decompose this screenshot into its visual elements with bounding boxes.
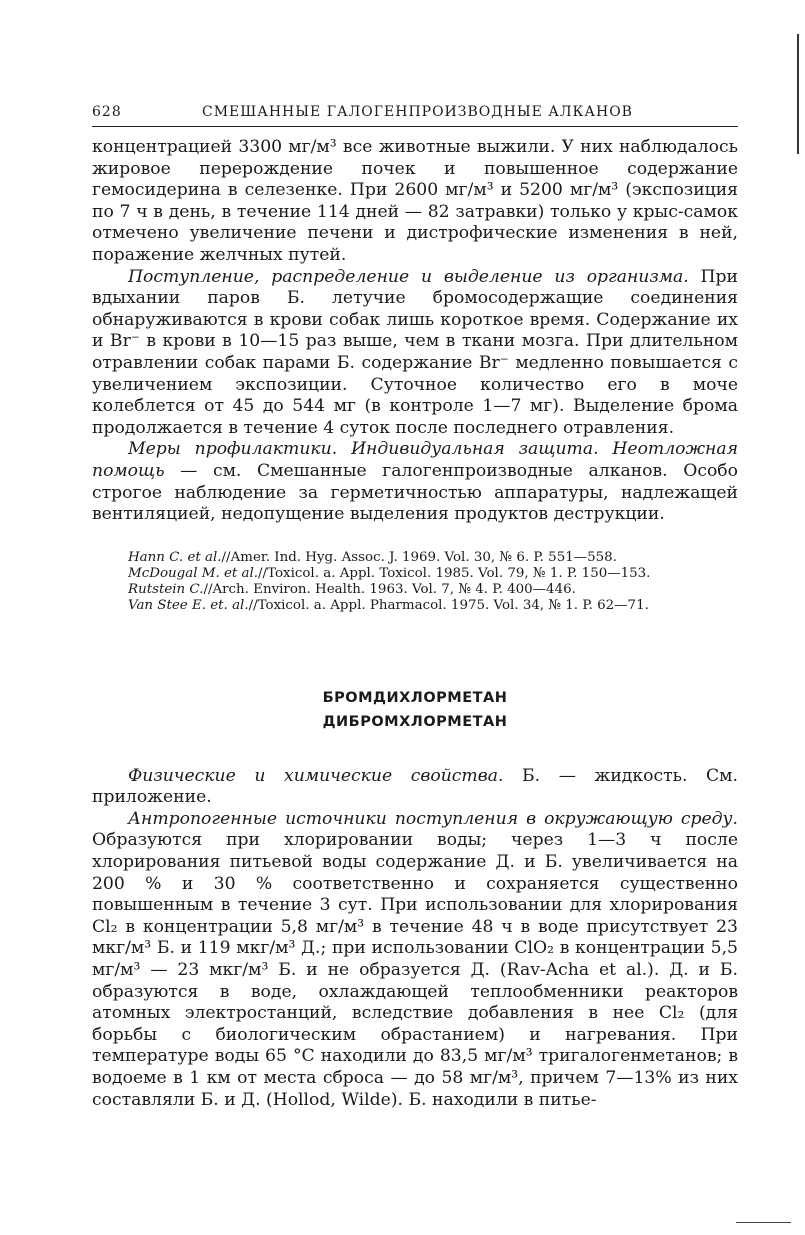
page-number: 628 bbox=[92, 104, 122, 120]
section-body-1 bbox=[92, 137, 738, 526]
paragraph-text: Образуются при хлорировании воды; через 1—3 ч после хлорирования питьевой воды содержание Д. и Б. увеличивается на 200 % и 30 % соответственно и сохраняется существенно повышенным в течение 3 сут. При использовании для хлорирования Cl₂ в концентрации 5,8 мг/м³ в течение 48 ч в воде присутствует 23 мкг/м³ Б. и 119 мкг/м³ Д.; при использовании ClO₂ в концентрации 5,5 мг/м³ — 23 мкг/м³ Б. и не образуется Д. (Rav-Acha et al.). Д. и Б. образуются в воде, охлаждающей теплообменники реакторов атомных электростанций, вследствие добавления в нее Cl₂ (для борьбы с биологическим обрастанием) и нагревания. При температуре воды 65 °С находили до 83,5 мг/м³ тригалогенметанов; в водоеме в 1 км от места сброса — до 58 мг/м³, причем 7—13% из них составляли Б. и Д. (Hollod, Wilde). Б. находили в питье- bbox=[92, 830, 738, 1110]
paragraph-intake bbox=[92, 267, 738, 440]
running-header bbox=[92, 104, 738, 127]
article-title-2: ДИБРОМХЛОРМЕТАН bbox=[322, 713, 508, 730]
book-page bbox=[92, 104, 738, 1111]
paragraph-prevention bbox=[92, 439, 738, 525]
reference-source: //Toxicol. a. Appl. Pharmacol. 1975. Vol. 34, № 1. P. 62—71. bbox=[248, 597, 649, 613]
paragraph-heading: Меры профилактики. Индивидуальная защита. Неотложная помощь bbox=[92, 439, 738, 481]
paragraph-sources bbox=[92, 809, 738, 1111]
paragraph-heading: Физические и химические свойства. bbox=[128, 765, 504, 786]
article-titles bbox=[92, 686, 738, 734]
reference-source: //Toxicol. a. Appl. Toxicol. 1985. Vol. 79, № 1. P. 150—153. bbox=[258, 565, 651, 581]
paragraph-properties bbox=[92, 766, 738, 809]
reference-item bbox=[92, 582, 738, 598]
running-title: СМЕШАННЫЕ ГАЛОГЕНПРОИЗВОДНЫЕ АЛКАНОВ bbox=[202, 104, 633, 120]
paragraph-text: При вдыхании паров Б. летучие бромосодержащие соединения обнаруживаются в крови собак лишь короткое время. Содержание их и Br⁻ в крови в 10—15 раз выше, чем в ткани мозга. При длительном отравлении собак парами Б. содержание Br⁻ медленно повышается с увеличением экспозиции. Суточное количество его в моче колеблется от 45 до 544 мг (в контроле 1—7 мг). Выделение брома продолжается в течение 4 суток после последнего отравления. bbox=[92, 266, 738, 438]
paragraph-heading: Поступление, распределение и выделение из организма. bbox=[128, 266, 689, 287]
article-title-1: БРОМДИХЛОРМЕТАН bbox=[322, 689, 508, 706]
paragraph-continuation: концентрацией 3300 мг/м³ все животные выжили. У них наблюдалось жировое перерождение почек и повышенное содержание гемосидерина в селезенке. При 2600 мг/м³ и 5200 мг/м³ (экспозиция по 7 ч в день, в течение 114 дней — 82 затравки) только у крыс-самок отмечено увеличение печени и дистрофические изменения в ней, поражение желчных путей. bbox=[92, 137, 738, 265]
scan-edge-line bbox=[797, 34, 799, 154]
reference-source: //Arch. Environ. Health. 1963. Vol. 7, № 4. P. 400—446. bbox=[203, 581, 576, 597]
reference-item bbox=[92, 566, 738, 582]
reference-author: Rutstein C. bbox=[128, 581, 204, 597]
reference-source: //Amer. Ind. Hyg. Assoc. J. 1969. Vol. 30, № 6. P. 551—558. bbox=[221, 549, 617, 565]
paragraph-text: — см. Смешанные галогенпроизводные алканов. Особо строгое наблюдение за герметичностью аппаратуры, надлежащей вентиляцией, недопущение выделения продуктов деструкции. bbox=[92, 460, 738, 525]
reference-author: McDougal M. et al. bbox=[128, 565, 259, 581]
reference-author: Hann C. et al. bbox=[128, 549, 222, 565]
section-body-2 bbox=[92, 766, 738, 1112]
reference-item bbox=[92, 550, 738, 566]
reference-author: Van Stee E. et. al. bbox=[128, 597, 249, 613]
scan-bottom-line bbox=[736, 1222, 791, 1223]
paragraph-heading: Антропогенные источники поступления в окружающую среду. bbox=[128, 808, 738, 829]
reference-item bbox=[92, 598, 738, 614]
reference-list bbox=[92, 550, 738, 614]
paragraph-text: Б. — жидкость. См. приложение. bbox=[92, 765, 738, 808]
